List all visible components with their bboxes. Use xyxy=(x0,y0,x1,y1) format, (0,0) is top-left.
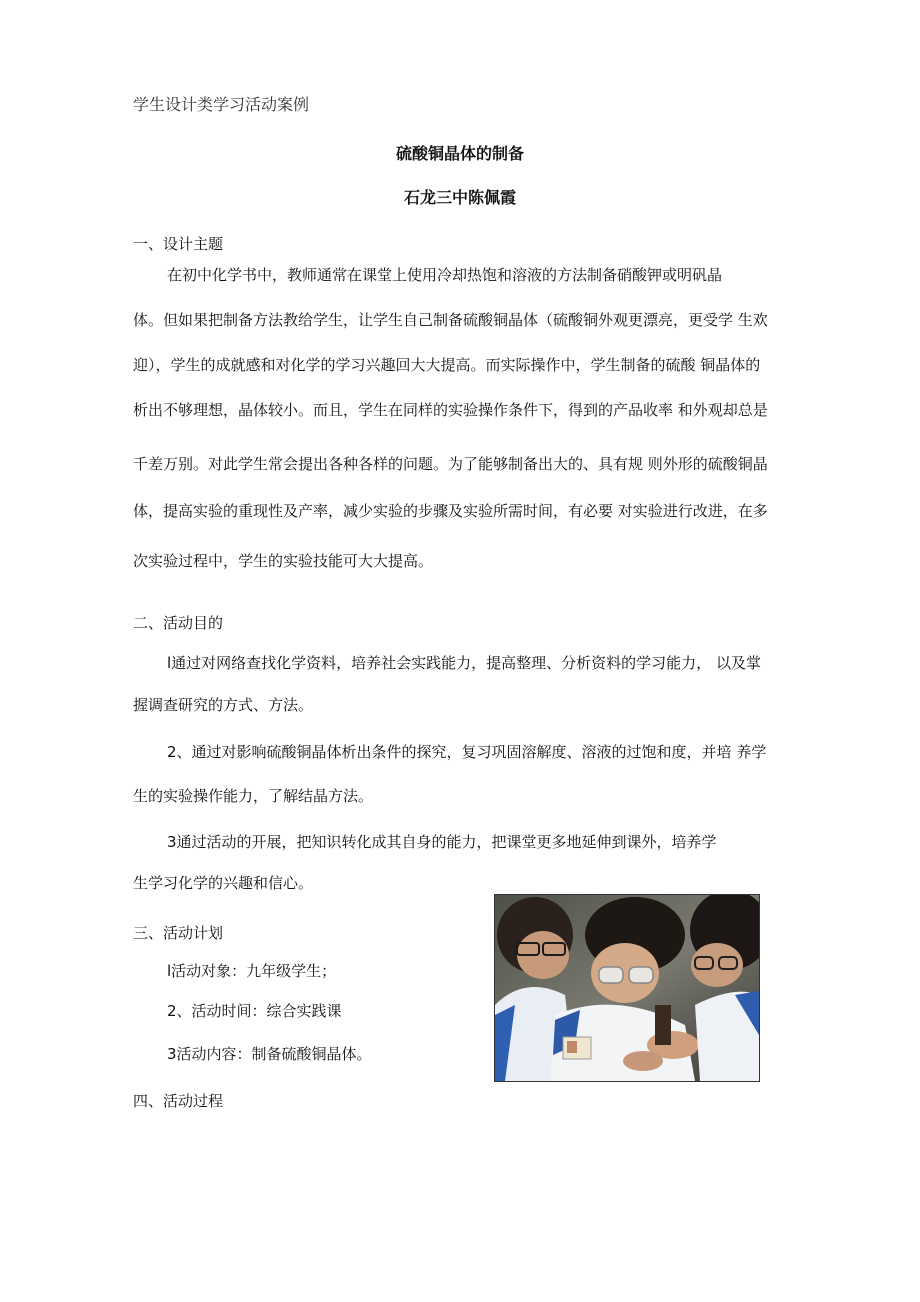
plan-item: 2、活动时间：综合实践课 xyxy=(167,1002,342,1020)
paragraph-line: 在初中化学书中，教师通常在课堂上使用冷却热饱和溶液的方法制备硝酸钾或明矾晶 xyxy=(167,266,723,284)
students-experiment-photo xyxy=(494,894,760,1082)
list-item-line: 生学习化学的兴趣和信心。 xyxy=(133,874,314,892)
plan-item: l活动对象：九年级学生； xyxy=(167,962,337,980)
section-heading-activity-purpose: 二、活动目的 xyxy=(133,614,224,632)
document-category: 学生设计类学习活动案例 xyxy=(133,95,310,114)
section-heading-activity-process: 四、活动过程 xyxy=(133,1092,224,1110)
list-item-line: 生的实验操作能力，了解结晶方法。 xyxy=(133,787,374,805)
document-title: 硫酸铜晶体的制备 xyxy=(395,144,524,163)
section-heading-activity-plan: 三、活动计划 xyxy=(133,924,224,942)
section-heading-design-theme: 一、设计主题 xyxy=(133,235,224,253)
paragraph-line: 体，提高实验的重现性及产率，减少实验的步骤及实验所需时间，有必要 对实验进行改进，在多 xyxy=(133,502,768,520)
list-item-line: l通过对网络查找化学资料，培养社会实践能力，提高整理、分析资料的学习能力， 以及掌 xyxy=(167,654,761,672)
list-item-line: 3通过活动的开展，把知识转化成其自身的能力，把课堂更多地延伸到课外，培养学 xyxy=(167,833,717,851)
document-author: 石龙三中陈佩霞 xyxy=(403,188,516,207)
paragraph-line: 体。但如果把制备方法教给学生，让学生自己制备硫酸铜晶体（硫酸铜外观更漂亮，更受学 生欢 xyxy=(133,311,768,329)
list-item-line: 2、通过对影响硫酸铜晶体析出条件的探究，复习巩固溶解度、溶液的过饱和度，并培 养学 xyxy=(167,743,767,761)
paragraph-line: 千差万别。对此学生常会提出各种各样的问题。为了能够制备出大的、具有规 则外形的硫酸铜晶 xyxy=(133,455,768,473)
list-item-line: 握调查研究的方式、方法。 xyxy=(133,696,314,714)
paragraph-line: 次实验过程中，学生的实验技能可大大提高。 xyxy=(133,552,434,570)
paragraph-line: 迎），学生的成就感和对化学的学习兴趣回大大提高。而实际操作中，学生制备的硫酸 铜晶体的 xyxy=(133,356,761,374)
plan-item: 3活动内容：制备硫酸铜晶体。 xyxy=(167,1045,372,1063)
paragraph-line: 析出不够理想，晶体较小。而且，学生在同样的实验操作条件下，得到的产品收率 和外观却总是 xyxy=(133,401,768,419)
